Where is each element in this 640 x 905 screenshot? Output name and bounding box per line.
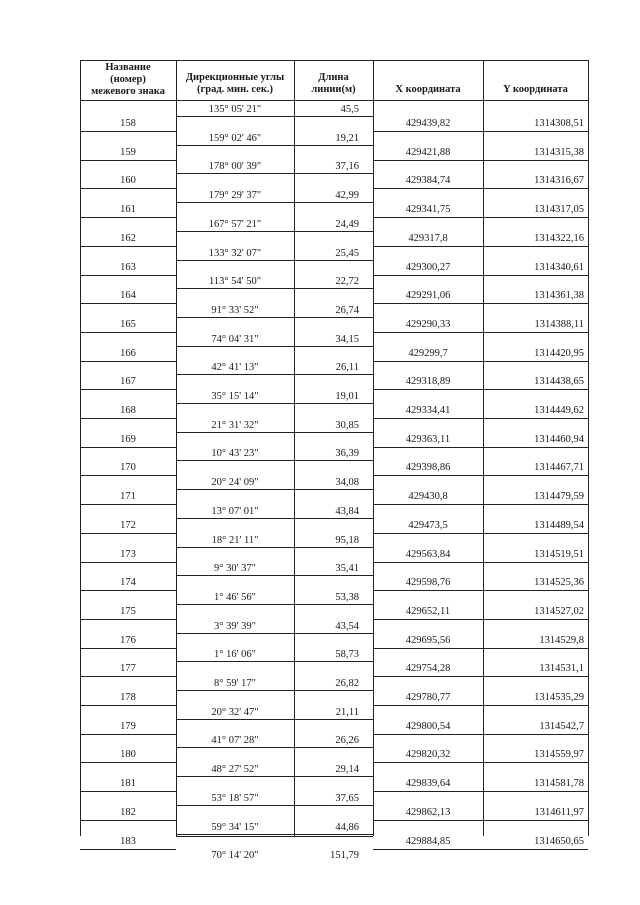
angle-length-divider [176,145,373,146]
line-length-cell: 29,14 [335,764,359,776]
x-coordinate-cell: 429839,64 [405,778,451,790]
y-coordinate-cell: 1314322,16 [534,232,584,244]
point-divider [80,849,176,850]
direction-angle-cell: 18° 21' 11" [211,534,259,546]
point-divider [80,762,176,763]
point-divider [80,160,176,161]
point-divider [80,648,176,649]
line-length-cell: 30,85 [335,419,359,431]
line-length-cell: 95,18 [335,534,359,546]
point-divider [80,791,176,792]
angle-length-divider [176,776,373,777]
header-length-line: Длина [318,72,349,83]
angle-length-divider [176,661,373,662]
coordinate-divider [373,619,588,620]
coordinate-divider [373,676,588,677]
coordinate-divider [373,131,588,132]
line-length-cell: 26,74 [335,304,359,316]
direction-angle-cell: 113° 54' 50" [209,276,261,288]
x-coordinate-cell: 429598,76 [405,577,451,589]
direction-angle-cell: 42° 41' 13" [211,362,259,374]
line-length-cell: 58,73 [335,649,359,661]
point-number-cell: 177 [120,663,136,675]
point-divider [80,389,176,390]
header-line-length [294,60,373,100]
y-coordinate-cell: 1314317,05 [534,204,584,216]
y-coordinate-cell: 1314361,38 [534,290,584,302]
angle-length-divider [176,604,373,605]
x-coordinate-cell: 429563,84 [405,548,451,560]
x-coordinate-cell: 429421,88 [405,146,451,158]
x-coordinate-cell: 429384,74 [405,175,451,187]
x-coordinate-cell: 429291,06 [405,290,451,302]
point-number-cell: 176 [120,634,136,646]
angle-length-divider [176,834,373,835]
y-coordinate-cell: 1314650,65 [534,835,584,847]
direction-angle-cell: 53° 18' 57" [211,792,259,804]
line-length-cell: 25,45 [335,247,359,259]
point-number-cell: 159 [120,146,136,158]
line-length-cell: 34,08 [335,477,359,489]
direction-angle-cell: 48° 27' 52" [211,764,259,776]
coordinate-divider [373,734,588,735]
y-coordinate-cell: 1314479,59 [534,491,584,503]
angle-length-divider [176,747,373,748]
line-length-cell: 44,86 [335,821,359,833]
point-divider [80,246,176,247]
coordinate-divider [373,562,588,563]
point-divider [80,705,176,706]
y-coordinate-cell: 1314420,95 [534,347,584,359]
y-coordinate-cell: 1314460,94 [534,433,584,445]
point-divider [80,447,176,448]
y-coordinate-cell: 1314489,54 [534,519,584,531]
header-point-name [80,60,176,100]
y-coordinate-cell: 1314308,51 [534,118,584,129]
coordinate-divider [373,762,588,763]
point-number-cell: 175 [120,605,136,617]
point-number-cell: 158 [120,118,136,129]
point-divider [80,332,176,333]
point-number-cell: 161 [120,204,136,216]
point-number-cell: 180 [120,749,136,761]
point-divider [80,475,176,476]
coordinate-divider [373,533,588,534]
point-divider [80,533,176,534]
coordinate-divider [373,820,588,821]
x-coordinate-cell: 429695,56 [405,634,451,646]
x-coordinate-cell: 429318,89 [405,376,451,388]
x-coordinate-cell: 429290,33 [405,318,451,330]
angle-length-divider [176,231,373,232]
line-length-cell: 21,11 [335,706,359,718]
header-angle-line: Дирекционные углы [185,72,285,83]
line-length-cell: 53,38 [335,591,359,603]
direction-angle-cell: 9° 30' 37" [214,563,256,575]
line-length-cell: 34,15 [335,333,359,345]
angle-length-divider [176,374,373,375]
x-coordinate-cell: 429473,5 [408,519,448,531]
x-coordinate-cell: 429300,27 [405,261,451,273]
direction-angle-cell: 1° 16' 06" [214,649,256,661]
direction-angle-cell: 1° 46' 56" [214,591,256,603]
y-coordinate-cell: 1314531,1 [539,663,584,675]
x-coordinate-cell: 429780,77 [405,692,451,703]
coordinate-divider [373,849,588,850]
point-number-cell: 168 [120,405,136,416]
point-number-cell: 166 [120,347,136,359]
point-number-cell: 164 [120,290,136,302]
coordinate-divider [373,590,588,591]
x-coordinate-cell: 429317,8 [408,232,448,244]
x-coordinate-cell: 429884,85 [405,835,451,847]
x-coordinate-cell: 429398,86 [405,462,451,474]
coordinate-divider [373,160,588,161]
angle-length-divider [176,460,373,461]
coordinate-divider [373,217,588,218]
point-divider [80,275,176,276]
point-number-cell: 174 [120,577,136,589]
angle-length-divider [176,805,373,806]
direction-angle-cell: 20° 24' 09" [211,477,259,489]
direction-angle-cell: 135° 05' 21" [208,104,262,115]
y-coordinate-cell: 1314388,11 [534,318,584,330]
coordinate-divider [373,447,588,448]
point-divider [80,361,176,362]
x-coordinate-cell: 429820,32 [405,749,451,761]
point-number-cell: 165 [120,318,136,330]
coordinate-divider [373,648,588,649]
direction-angle-cell: 41° 07' 28" [211,735,259,747]
coordinate-divider [373,361,588,362]
direction-angle-cell: 74° 04' 31" [211,333,259,345]
point-number-cell: 162 [120,232,136,244]
angle-length-divider [176,719,373,720]
angle-length-divider [176,403,373,404]
angle-length-divider [176,489,373,490]
direction-angle-cell: 3° 39' 39" [214,620,256,632]
point-divider [80,619,176,620]
point-divider [80,734,176,735]
coordinate-divider [373,246,588,247]
y-coordinate-cell: 1314438,65 [534,376,584,388]
y-coordinate-cell: 1314581,78 [534,778,584,790]
y-coordinate-cell: 1314559,97 [534,749,584,761]
point-number-cell: 173 [120,548,136,560]
y-coordinate-cell: 1314316,67 [534,175,584,187]
line-length-cell: 37,65 [335,792,359,804]
header-angle-line: (град. мин. сек.) [196,84,274,95]
y-coordinate-cell: 1314529,8 [539,634,584,646]
direction-angle-cell: 178° 00' 39" [208,161,262,173]
line-length-cell: 45,5 [340,104,359,115]
point-divider [80,418,176,419]
angle-length-divider [176,633,373,634]
x-coordinate-cell: 429299,7 [408,347,448,359]
point-number-cell: 163 [120,261,136,273]
x-coordinate-cell: 429754,28 [405,663,451,675]
point-divider [80,217,176,218]
angle-length-divider [176,260,373,261]
angle-length-divider [176,547,373,548]
coordinate-divider [373,303,588,304]
header-x-coordinate: X координата [395,84,461,95]
coordinate-divider [373,389,588,390]
coordinate-divider [373,418,588,419]
header-bottom-border [80,100,588,101]
coordinate-divider [373,504,588,505]
point-number-cell: 181 [120,778,136,790]
x-coordinate-cell: 429341,75 [405,204,451,216]
x-coordinate-cell: 429363,11 [405,433,451,445]
point-divider [80,676,176,677]
angle-length-divider [176,202,373,203]
header-point-line: (номер) [110,74,146,85]
header-point-line: Название [105,62,151,73]
coordinate-divider [373,275,588,276]
angle-length-divider [176,690,373,691]
y-coordinate-cell: 1314340,61 [534,261,584,273]
y-coordinate-cell: 1314535,29 [534,692,584,703]
line-length-cell: 22,72 [335,276,359,288]
angle-length-divider [176,518,373,519]
line-length-cell: 43,54 [335,620,359,632]
angle-length-divider [176,116,373,117]
coordinate-divider [373,332,588,333]
line-length-cell: 24,49 [335,218,359,230]
point-divider [80,820,176,821]
direction-angle-cell: 133° 32' 07" [208,247,262,259]
coordinate-divider [373,475,588,476]
angle-length-divider [176,173,373,174]
header-direction-angle [176,60,294,100]
coordinates-table [80,60,588,862]
line-length-cell: 151,79 [330,850,359,862]
point-divider [80,131,176,132]
direction-angle-cell: 167° 57' 21" [208,218,262,230]
point-number-cell: 172 [120,519,136,531]
y-coordinate-cell: 1314525,36 [534,577,584,589]
point-divider [80,303,176,304]
x-coordinate-cell: 429430,8 [408,491,448,503]
coordinate-divider [373,705,588,706]
point-number-cell: 170 [120,462,136,474]
y-coordinate-cell: 1314519,51 [534,548,584,560]
line-length-cell: 36,39 [335,448,359,460]
x-coordinate-cell: 429652,11 [405,605,451,617]
header-point-line: межевого знака [91,86,165,97]
coordinate-divider [373,188,588,189]
point-divider [80,504,176,505]
line-length-cell: 43,84 [335,505,359,517]
line-length-cell: 19,01 [335,391,359,402]
direction-angle-cell: 91° 33' 52" [211,304,259,316]
direction-angle-cell: 21° 31' 32" [211,419,259,431]
direction-angle-cell: 8° 59' 17" [214,678,256,689]
y-coordinate-cell: 1314542,7 [539,720,584,732]
line-length-cell: 26,11 [335,362,359,374]
line-length-cell: 26,26 [335,735,359,747]
direction-angle-cell: 20° 32' 47" [211,706,259,718]
column-border [588,60,589,836]
angle-length-divider [176,288,373,289]
y-coordinate-cell: 1314527,02 [534,605,584,617]
point-number-cell: 182 [120,806,136,818]
y-coordinate-cell: 1314467,71 [534,462,584,474]
direction-angle-cell: 13° 07' 01" [211,505,259,517]
coordinate-divider [373,791,588,792]
line-length-cell: 35,41 [335,563,359,575]
point-number-cell: 171 [120,491,136,503]
line-length-cell: 37,16 [335,161,359,173]
line-length-cell: 42,99 [335,190,359,202]
y-coordinate-cell: 1314315,38 [534,146,584,158]
table-bottom-border [176,836,373,837]
angle-length-divider [176,432,373,433]
line-length-cell: 26,82 [335,678,359,689]
direction-angle-cell: 10° 43' 23" [211,448,259,460]
direction-angle-cell: 35° 15' 14" [211,391,259,402]
angle-length-divider [176,346,373,347]
point-divider [80,188,176,189]
point-number-cell: 160 [120,175,136,187]
x-coordinate-cell: 429800,54 [405,720,451,732]
x-coordinate-cell: 429862,13 [405,806,451,818]
point-number-cell: 179 [120,720,136,732]
angle-length-divider [176,317,373,318]
direction-angle-cell: 59° 34' 15" [211,821,259,833]
x-coordinate-cell: 429439,82 [405,118,451,129]
header-y-coordinate: Y координата [503,84,568,95]
direction-angle-cell: 70° 14' 20" [211,850,259,862]
point-number-cell: 183 [120,835,136,847]
direction-angle-cell: 159° 02' 46" [208,132,262,144]
point-number-cell: 178 [120,692,136,703]
point-divider [80,562,176,563]
angle-length-divider [176,575,373,576]
x-coordinate-cell: 429334,41 [405,405,451,416]
point-number-cell: 167 [120,376,136,388]
y-coordinate-cell: 1314611,97 [534,806,584,818]
line-length-cell: 19,21 [335,132,359,144]
direction-angle-cell: 179° 29' 37" [208,190,262,202]
y-coordinate-cell: 1314449,62 [534,405,584,416]
point-number-cell: 169 [120,433,136,445]
header-length-line: линии(м) [311,84,356,95]
point-divider [80,590,176,591]
